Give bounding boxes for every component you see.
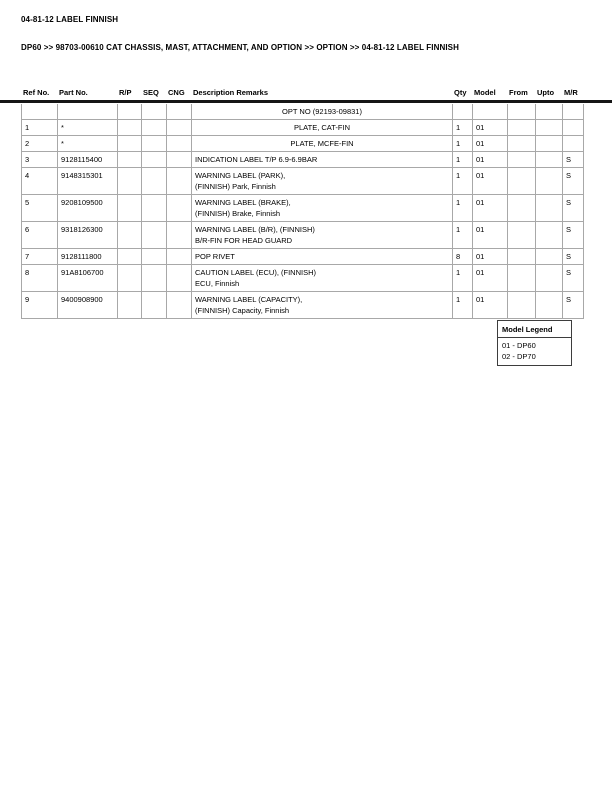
cell-cng — [167, 292, 192, 319]
table-row — [22, 168, 584, 195]
description-line: WARNING LABEL (BRAKE), — [195, 198, 291, 207]
cell-model: 01 — [473, 222, 508, 249]
col-header-ref-no: Ref No. — [23, 88, 50, 97]
parts-table — [21, 104, 584, 319]
cell-model: 01 — [473, 249, 508, 265]
cell-upto — [536, 152, 563, 168]
col-header-part-no: Part No. — [59, 88, 88, 97]
cell-seq — [142, 168, 167, 195]
description-line: PLATE, CAT-FIN — [294, 123, 350, 132]
cell-from — [508, 120, 536, 136]
cell-rp — [118, 195, 142, 222]
table-header-row — [21, 88, 583, 97]
cell-description — [192, 195, 453, 222]
description-line: (FINNISH) Brake, Finnish — [195, 209, 281, 218]
cell-seq — [142, 195, 167, 222]
table-row — [22, 152, 584, 168]
cell-part-no: * — [58, 120, 118, 136]
cell-model: 01 — [473, 292, 508, 319]
model-legend — [497, 320, 572, 366]
cell-part-no: 9208109500 — [58, 195, 118, 222]
cell-part-no — [58, 104, 118, 120]
cell-part-no: 91A8106700 — [58, 265, 118, 292]
cell-part-no: * — [58, 136, 118, 152]
description-line: POP RIVET — [195, 252, 235, 261]
cell-seq — [142, 136, 167, 152]
cell-seq — [142, 292, 167, 319]
cell-model: 01 — [473, 265, 508, 292]
description-line: OPT NO (92193-09831) — [282, 107, 362, 116]
col-header-qty: Qty — [454, 88, 467, 97]
table-row — [22, 265, 584, 292]
cell-mr: S — [563, 195, 584, 222]
header-divider-rule — [0, 100, 612, 103]
cell-qty: 1 — [453, 152, 473, 168]
table-row — [22, 249, 584, 265]
cell-mr — [563, 120, 584, 136]
table-row — [22, 104, 584, 120]
description-line: B/R-FIN FOR HEAD GUARD — [195, 236, 293, 245]
cell-upto — [536, 249, 563, 265]
cell-description — [192, 292, 453, 319]
cell-qty: 1 — [453, 120, 473, 136]
cell-description — [192, 104, 453, 120]
cell-mr: S — [563, 222, 584, 249]
cell-qty: 1 — [453, 292, 473, 319]
cell-from — [508, 136, 536, 152]
cell-mr — [563, 136, 584, 152]
cell-rp — [118, 152, 142, 168]
cell-rp — [118, 120, 142, 136]
cell-rp — [118, 168, 142, 195]
cell-cng — [167, 152, 192, 168]
cell-rp — [118, 265, 142, 292]
cell-from — [508, 265, 536, 292]
cell-from — [508, 152, 536, 168]
cell-description — [192, 265, 453, 292]
cell-rp — [118, 292, 142, 319]
cell-description — [192, 168, 453, 195]
cell-ref-no: 2 — [22, 136, 58, 152]
cell-from — [508, 168, 536, 195]
col-header-description: Description Remarks — [193, 88, 269, 97]
cell-from — [508, 195, 536, 222]
cell-ref-no: 7 — [22, 249, 58, 265]
cell-cng — [167, 222, 192, 249]
description-line: WARNING LABEL (CAPACITY), — [195, 295, 303, 304]
cell-cng — [167, 249, 192, 265]
cell-from — [508, 104, 536, 120]
cell-ref-no: 9 — [22, 292, 58, 319]
cell-qty: 1 — [453, 136, 473, 152]
table-row — [22, 195, 584, 222]
cell-qty: 1 — [453, 195, 473, 222]
table-row — [22, 136, 584, 152]
cell-description — [192, 136, 453, 152]
cell-upto — [536, 292, 563, 319]
col-header-cng: CNG — [168, 88, 185, 97]
cell-mr: S — [563, 168, 584, 195]
cell-upto — [536, 120, 563, 136]
cell-qty: 1 — [453, 222, 473, 249]
table-row — [22, 120, 584, 136]
cell-qty: 1 — [453, 265, 473, 292]
cell-seq — [142, 152, 167, 168]
description-line: (FINNISH) Capacity, Finnish — [195, 306, 290, 315]
description-line: WARNING LABEL (PARK), — [195, 171, 286, 180]
table-row — [22, 292, 584, 319]
description-line: ECU, Finnish — [195, 279, 240, 288]
cell-upto — [536, 265, 563, 292]
cell-qty: 1 — [453, 168, 473, 195]
model-legend-item: 01 - DP60 — [502, 341, 536, 350]
cell-ref-no: 8 — [22, 265, 58, 292]
cell-ref-no: 5 — [22, 195, 58, 222]
cell-model: 01 — [473, 152, 508, 168]
cell-seq — [142, 222, 167, 249]
cell-model: 01 — [473, 168, 508, 195]
cell-ref-no — [22, 104, 58, 120]
cell-qty — [453, 104, 473, 120]
cell-cng — [167, 104, 192, 120]
cell-cng — [167, 168, 192, 195]
cell-qty: 8 — [453, 249, 473, 265]
cell-model: 01 — [473, 120, 508, 136]
cell-seq — [142, 104, 167, 120]
cell-part-no: 9148315301 — [58, 168, 118, 195]
cell-mr: S — [563, 292, 584, 319]
col-header-from: From — [509, 88, 528, 97]
model-legend-title: Model Legend — [498, 321, 571, 338]
cell-part-no: 9128115400 — [58, 152, 118, 168]
model-legend-items — [498, 338, 571, 365]
page-title: 04-81-12 LABEL FINNISH — [21, 15, 119, 24]
cell-ref-no: 3 — [22, 152, 58, 168]
cell-ref-no: 4 — [22, 168, 58, 195]
cell-model — [473, 104, 508, 120]
cell-cng — [167, 265, 192, 292]
cell-rp — [118, 222, 142, 249]
cell-part-no: 9318126300 — [58, 222, 118, 249]
cell-model: 01 — [473, 195, 508, 222]
cell-part-no: 9128111800 — [58, 249, 118, 265]
col-header-seq: SEQ — [143, 88, 159, 97]
cell-seq — [142, 265, 167, 292]
cell-part-no: 9400908900 — [58, 292, 118, 319]
cell-mr: S — [563, 249, 584, 265]
cell-description — [192, 120, 453, 136]
cell-ref-no: 1 — [22, 120, 58, 136]
cell-mr: S — [563, 265, 584, 292]
cell-from — [508, 222, 536, 249]
cell-mr — [563, 104, 584, 120]
col-header-mr: M/R — [564, 88, 578, 97]
cell-upto — [536, 168, 563, 195]
cell-upto — [536, 222, 563, 249]
col-header-rp: R/P — [119, 88, 132, 97]
col-header-upto: Upto — [537, 88, 555, 97]
cell-description — [192, 222, 453, 249]
cell-seq — [142, 249, 167, 265]
cell-upto — [536, 136, 563, 152]
cell-ref-no: 6 — [22, 222, 58, 249]
description-line: WARNING LABEL (B/R), (FINNISH) — [195, 225, 315, 234]
cell-model: 01 — [473, 136, 508, 152]
cell-rp — [118, 136, 142, 152]
description-line: (FINNISH) Park, Finnish — [195, 182, 276, 191]
cell-rp — [118, 249, 142, 265]
model-legend-item: 02 - DP70 — [502, 352, 536, 361]
col-header-model: Model — [474, 88, 496, 97]
table-row — [22, 222, 584, 249]
cell-rp — [118, 104, 142, 120]
cell-description — [192, 249, 453, 265]
cell-upto — [536, 104, 563, 120]
cell-from — [508, 292, 536, 319]
cell-cng — [167, 195, 192, 222]
cell-seq — [142, 120, 167, 136]
breadcrumb: DP60 >> 98703-00610 CAT CHASSIS, MAST, ATTACHMENT, AND OPTION >> OPTION >> 04-81-12 LABEL FINNISH — [21, 43, 459, 52]
cell-cng — [167, 136, 192, 152]
cell-description — [192, 152, 453, 168]
cell-upto — [536, 195, 563, 222]
cell-mr: S — [563, 152, 584, 168]
description-line: PLATE, MCFE-FIN — [290, 139, 354, 148]
description-line: CAUTION LABEL (ECU), (FINNISH) — [195, 268, 316, 277]
description-line: INDICATION LABEL T/P 6.9-6.9BAR — [195, 155, 318, 164]
cell-from — [508, 249, 536, 265]
cell-cng — [167, 120, 192, 136]
